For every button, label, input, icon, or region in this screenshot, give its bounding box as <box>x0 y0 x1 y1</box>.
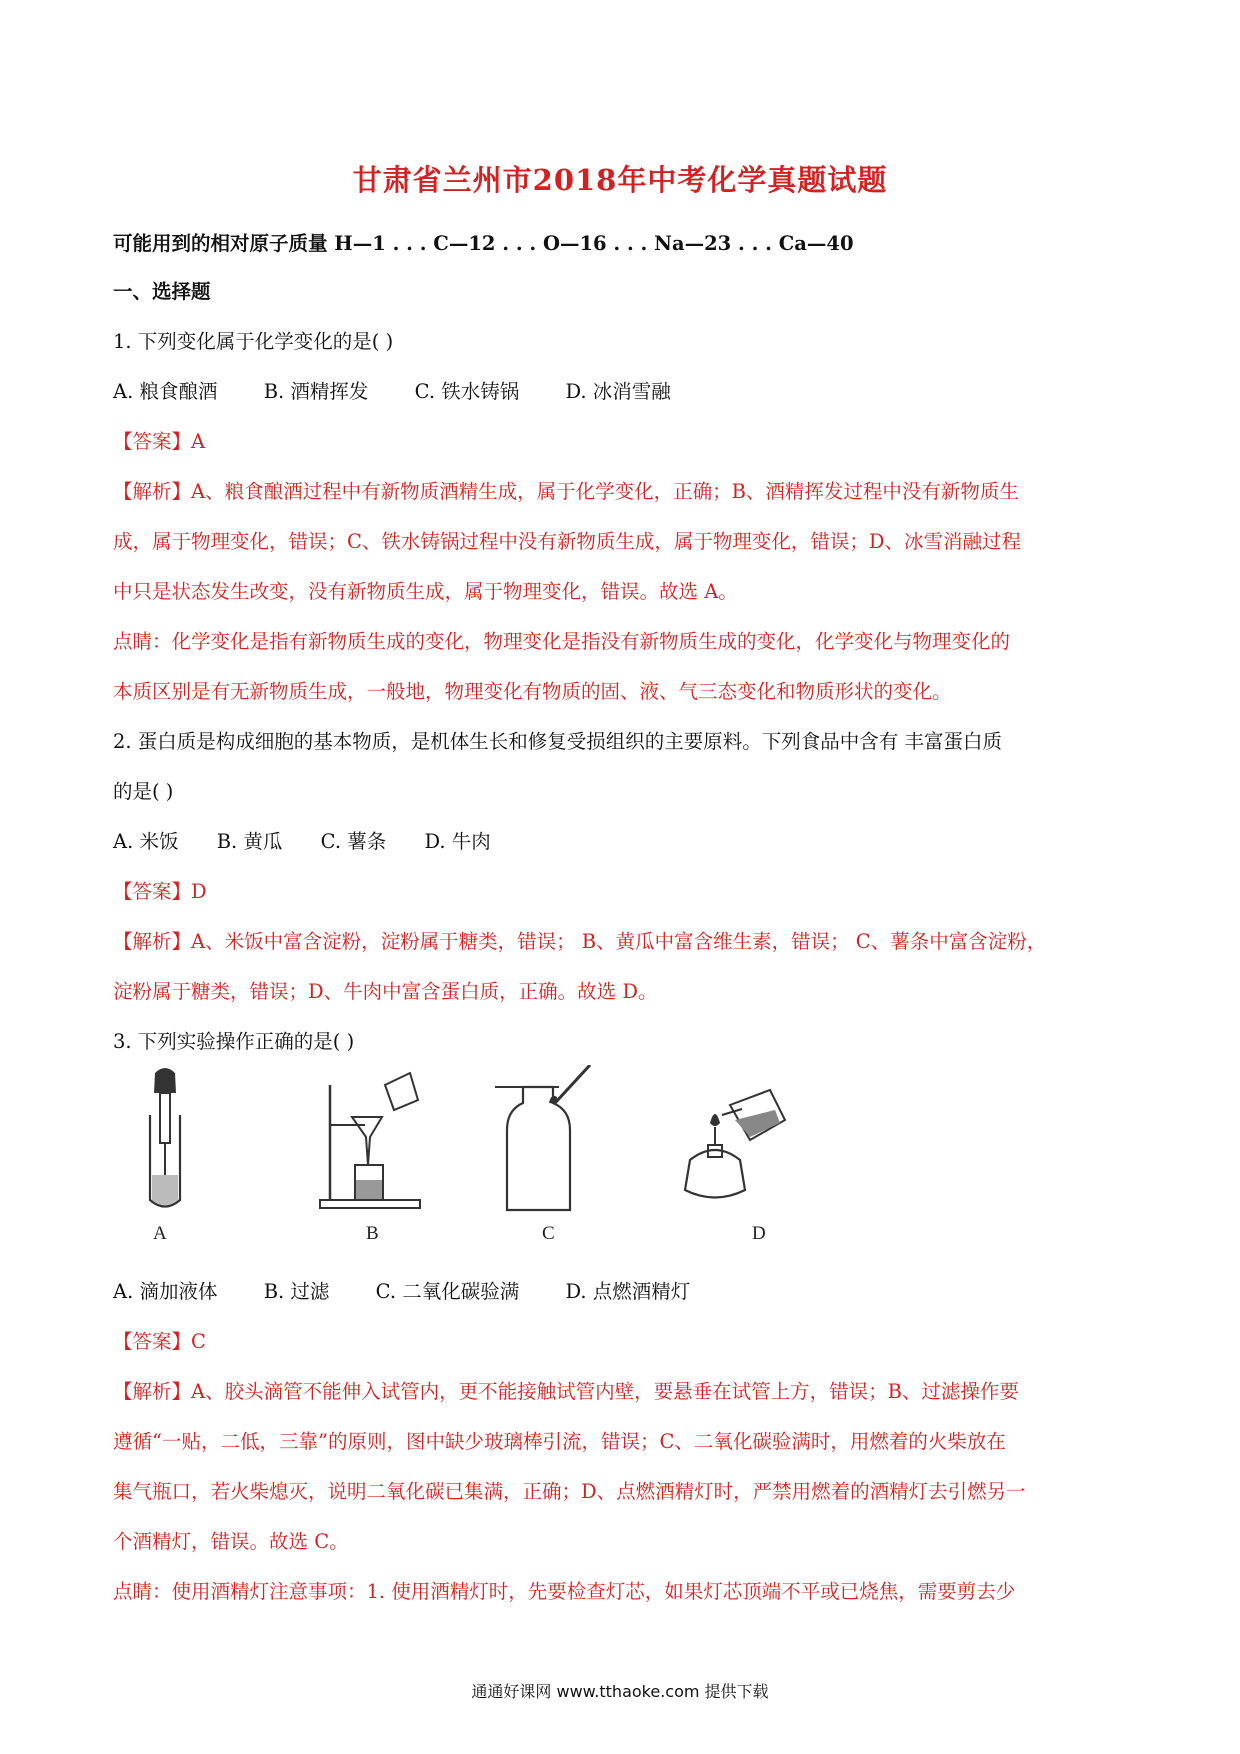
figure-label-a: A <box>153 1223 167 1244</box>
section-heading: 一、选择题 <box>113 280 211 303</box>
q2-answer <box>113 876 207 904</box>
q2-option-b: B. 黄瓜 <box>216 830 283 853</box>
alcohol-lamp-figure <box>670 1065 800 1215</box>
dropper-test-tube-figure <box>130 1065 200 1215</box>
q3-answer-value: C <box>191 1330 206 1353</box>
gas-bottle-figure <box>495 1065 625 1215</box>
q1-option-d: D. 冰消雪融 <box>565 380 671 403</box>
q2-analysis-line: 淀粉属于糖类，错误；D、牛肉中富含蛋白质，正确。故选 D。 <box>113 980 658 1003</box>
q2-analysis-line: 【解析】A、米饭中富含淀粉，淀粉属于糖类，错误； B、黄瓜中富含维生素，错误； C、薯条中富含淀粉， <box>113 930 1047 953</box>
q3-analysis-line: 个酒精灯，错误。故选 C。 <box>113 1530 349 1553</box>
q1-answer-tag: 【答案】 <box>113 430 192 453</box>
q1-option-b: B. 酒精挥发 <box>263 380 369 403</box>
page-footer: 通通好课网 www.tthaoke.com 提供下载 <box>471 1682 769 1701</box>
q1-analysis-line: 成，属于物理变化，错误；C、铁水铸锅过程中没有新物质生成，属于物理变化，错误；D、冰雪消融过程 <box>113 530 1022 553</box>
q3-figures <box>130 1065 890 1250</box>
q3-option-b: B. 过滤 <box>263 1280 330 1303</box>
q3-option-d: D. 点燃酒精灯 <box>565 1280 691 1303</box>
q3-options <box>113 1276 730 1304</box>
q3-answer-tag: 【答案】 <box>113 1330 192 1353</box>
filtration-figure <box>310 1065 450 1215</box>
figure-label-b: B <box>366 1223 379 1244</box>
atomic-mass-line: 可能用到的相对原子质量 H—1 . . . C—12 . . . O—16 . . . Na—23 . . . Ca—40 <box>113 232 854 255</box>
q2-answer-tag: 【答案】 <box>113 880 192 903</box>
q2-stem-line: 的是( ) <box>113 780 174 803</box>
q1-option-c: C. 铁水铸锅 <box>414 380 520 403</box>
q1-answer-value: A <box>191 430 206 453</box>
q2-options <box>113 826 523 854</box>
q1-note-line: 本质区别是有无新物质生成，一般地，物理变化有物质的固、液、气三态变化和物质形状的变化。 <box>113 680 952 703</box>
q1-stem: 1. 下列变化属于化学变化的是( ) <box>113 330 394 353</box>
q2-option-c: C. 薯条 <box>320 830 387 853</box>
q3-analysis-line: 【解析】A、胶头滴管不能伸入试管内，更不能接触试管内壁，要悬垂在试管上方，错误；B、过滤操作要 <box>113 1380 1019 1403</box>
q3-stem: 3. 下列实验操作正确的是( ) <box>113 1030 355 1053</box>
document-title: 甘肃省兰州市2018年中考化学真题试题 <box>352 163 888 197</box>
figure-label-d: D <box>752 1223 766 1244</box>
q1-note-line: 点睛：化学变化是指有新物质生成的变化，物理变化是指没有新物质生成的变化，化学变化与物理变化的 <box>113 630 1011 653</box>
q3-analysis-line: 遵循“一贴，二低，三靠”的原则，图中缺少玻璃棒引流，错误；C、二氧化碳验满时，用燃着的火柴放在 <box>113 1430 1006 1453</box>
q1-option-a: A. 粮食酿酒 <box>113 380 218 403</box>
figure-label-c: C <box>542 1223 555 1244</box>
q1-answer <box>113 426 205 454</box>
q3-analysis-line: 集气瓶口，若火柴熄灭，说明二氧化碳已集满，正确；D、点燃酒精灯时，严禁用燃着的酒精灯去引燃另一 <box>113 1480 1026 1503</box>
q3-answer <box>113 1326 206 1354</box>
q1-analysis-line: 中只是状态发生改变，没有新物质生成，属于物理变化，错误。故选 A。 <box>113 580 738 603</box>
q1-options <box>113 376 711 404</box>
q3-option-c: C. 二氧化碳验满 <box>375 1280 520 1303</box>
q2-answer-value: D <box>191 880 207 903</box>
q2-option-a: A. 米饭 <box>113 830 179 853</box>
q1-analysis-line: 【解析】A、粮食酿酒过程中有新物质酒精生成，属于化学变化，正确；B、酒精挥发过程中没有新物质生 <box>113 480 1019 503</box>
q2-stem-line: 2. 蛋白质是构成细胞的基本物质，是机体生长和修复受损组织的主要原料。下列食品中含有 丰富蛋白质 <box>113 730 1003 753</box>
q3-option-a: A. 滴加液体 <box>113 1280 218 1303</box>
q2-option-d: D. 牛肉 <box>424 830 491 853</box>
q3-note-line: 点睛：使用酒精灯注意事项：1. 使用酒精灯时，先要检查灯芯，如果灯芯顶端不平或已烧焦，需要剪去少 <box>113 1580 1016 1603</box>
